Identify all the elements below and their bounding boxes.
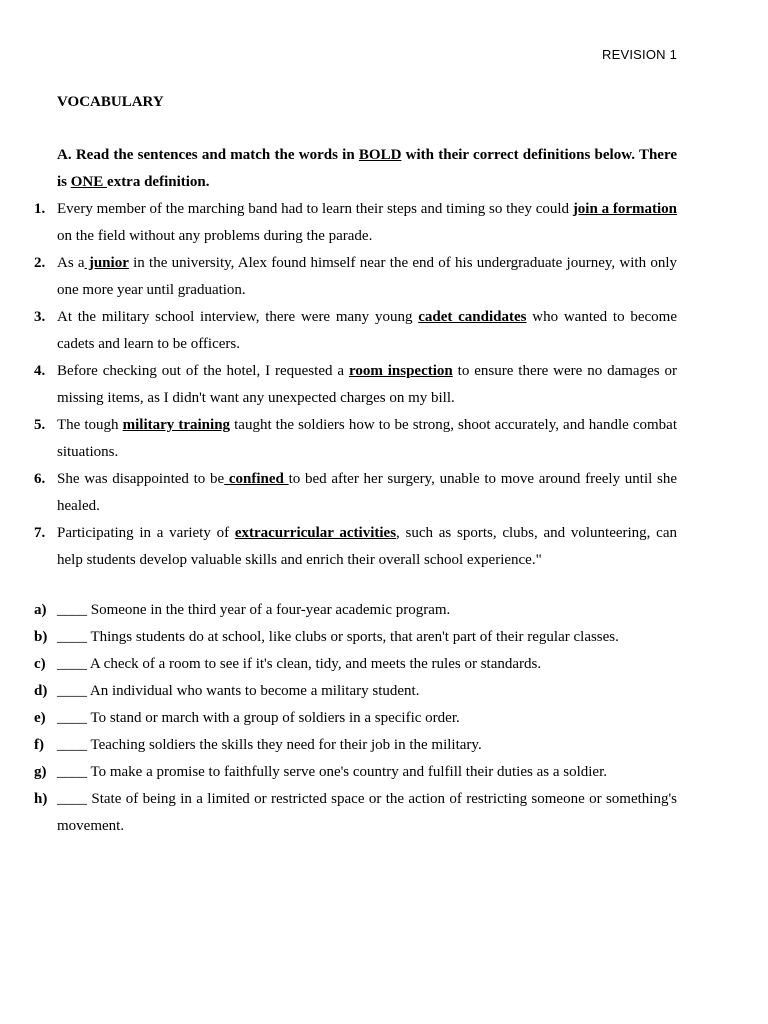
- sentence-item: [0, 412, 677, 466]
- definition-text: ____ Teaching soldiers the skills they need for their job in the military.: [57, 737, 482, 753]
- sentence-text-after: taught the soldiers how to be strong, shoot accurately, and handle combat situations.: [57, 417, 677, 460]
- definition-item: [0, 651, 677, 678]
- instructions-suffix: extra definition.: [107, 174, 210, 190]
- definition-item: [0, 732, 677, 759]
- sentence-text-after: in the university, Alex found himself near the end of his undergraduate journey, with only one more year until graduation.: [57, 255, 677, 298]
- definition-list: [0, 597, 768, 840]
- sentence-item: [0, 520, 677, 574]
- definition-letter: d): [34, 683, 48, 699]
- sentence-item: [0, 358, 677, 412]
- sentence-number: 7.: [34, 525, 46, 541]
- sentence-text-before: As a: [57, 255, 85, 271]
- sentence-item: [0, 304, 677, 358]
- instructions-middle: with their correct definitions below. There is: [57, 147, 677, 190]
- sentence-text-after: , such as sports, clubs, and volunteering, can help students develop valuable skills and enrich their overall school experience.": [57, 525, 677, 568]
- sentence-text-before: Participating in a variety of: [57, 525, 235, 541]
- definition-item: [0, 678, 677, 705]
- sentence-number: 5.: [34, 417, 46, 433]
- sentence-number: 1.: [34, 201, 46, 217]
- sentence-term: join a formation: [572, 201, 677, 217]
- sentence-text-before: Before checking out of the hotel, I requested a: [57, 363, 349, 379]
- definition-letter: c): [34, 656, 46, 672]
- sentence-term: room inspection: [348, 363, 453, 379]
- definition-text: ____ Someone in the third year of a four-year academic program.: [57, 602, 451, 618]
- definition-text: ____ To make a promise to faithfully serve one's country and fulfill their duties as a soldier.: [57, 764, 607, 780]
- definition-letter: f): [34, 737, 44, 753]
- sentence-list: [0, 196, 768, 574]
- sentence-number: 6.: [34, 471, 46, 487]
- definition-text: ____ To stand or march with a group of soldiers in a specific order.: [57, 710, 460, 726]
- sentence-text-before: At the military school interview, there were many young: [57, 309, 419, 325]
- instructions-one-word: ONE: [70, 174, 108, 190]
- revision-header: REVISION 1: [602, 47, 677, 62]
- sentence-text-after: to ensure there were no damages or missing items, as I didn't want any unexpected charges on my bill.: [57, 363, 677, 406]
- definition-item: [0, 624, 677, 651]
- sentence-term: confined: [224, 471, 289, 487]
- sentence-text-before: The tough: [57, 417, 123, 433]
- sentence-text-after: who wanted to become cadets and learn to be officers.: [57, 309, 677, 352]
- instructions-bold-word: BOLD: [358, 147, 402, 163]
- sentence-term: cadet candidates: [418, 309, 527, 325]
- sentence-text-before: Every member of the marching band had to learn their steps and timing so they could: [57, 201, 573, 217]
- section-title: VOCABULARY: [57, 94, 164, 110]
- definition-letter: a): [34, 602, 47, 618]
- sentence-item: [0, 250, 677, 304]
- definition-item: [0, 705, 677, 732]
- definition-letter: b): [34, 629, 48, 645]
- definition-text: ____ A check of a room to see if it's clean, tidy, and meets the rules or standards.: [57, 656, 542, 672]
- definition-text: ____ Things students do at school, like clubs or sports, that aren't part of their regular classes.: [57, 629, 619, 645]
- definition-letter: g): [34, 764, 47, 780]
- definition-item: [0, 786, 677, 840]
- sentence-item: [0, 196, 677, 250]
- instructions-prefix: A. Read the sentences and match the words in: [57, 147, 359, 163]
- definition-text: ____ An individual who wants to become a military student.: [57, 683, 420, 699]
- sentence-number: 4.: [34, 363, 46, 379]
- sentence-text-after: on the field without any problems during the parade.: [57, 228, 373, 244]
- sentence-term: extracurricular activities: [234, 525, 397, 541]
- definition-item: [0, 759, 677, 786]
- definition-text: ____ State of being in a limited or restricted space or the action of restricting someone or something's movement.: [57, 791, 677, 834]
- instructions: [57, 142, 677, 196]
- sentence-term: junior: [84, 255, 129, 271]
- sentence-text-after: to bed after her surgery, unable to move around freely until she healed.: [57, 471, 677, 514]
- sentence-number: 2.: [34, 255, 46, 271]
- sentence-text-before: She was disappointed to be: [57, 471, 225, 487]
- definition-letter: h): [34, 791, 48, 807]
- sentence-term: military training: [122, 417, 231, 433]
- sentence-item: [0, 466, 677, 520]
- sentence-number: 3.: [34, 309, 46, 325]
- definition-item: [0, 597, 677, 624]
- definition-letter: e): [34, 710, 46, 726]
